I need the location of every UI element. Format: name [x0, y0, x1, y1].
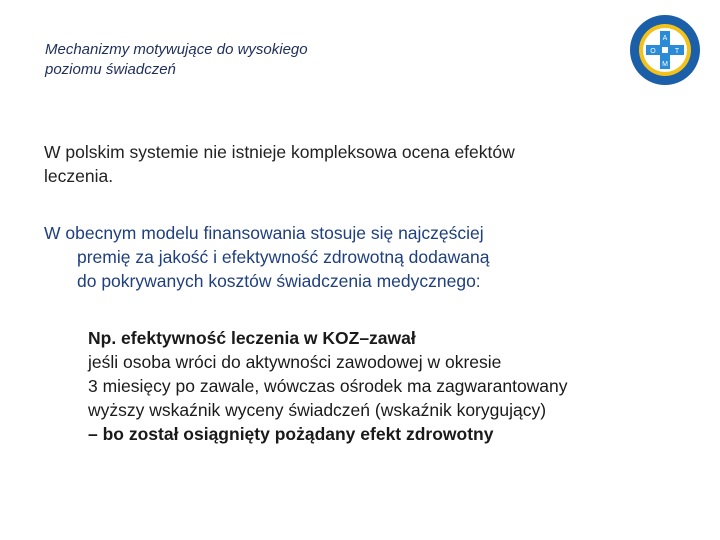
paragraph-example-line-1: Np. efektywność leczenia w KOZ–zawał: [88, 328, 416, 348]
logo-letter-m: M: [662, 61, 668, 68]
paragraph-example-line-3: 3 miesięcy po zawale, wówczas ośrodek ma zagwarantowany: [88, 376, 568, 396]
logo-letter-t: T: [674, 48, 680, 55]
paragraph-example-line-4: wyższy wskaźnik wyceny świadczeń (wskaźnik korygujący): [88, 400, 547, 420]
paragraph-financing-line-1: W obecnym modelu finansowania stosuje się najczęściej: [44, 223, 484, 243]
slide-title-line-2: poziomu świadczeń: [45, 61, 176, 78]
paragraph-financing-line-2: premię za jakość i efektywność zdrowotną dodawaną: [77, 247, 490, 267]
slide-title-line-1: Mechanizmy motywujące do wysokiego: [45, 41, 308, 58]
logo-letter-o: O: [650, 48, 656, 55]
paragraph-example: [88, 326, 708, 446]
paragraph-example-line-5: – bo został osiągnięty pożądany efekt zdrowotny: [88, 424, 494, 444]
aotm-logo-icon: [629, 14, 701, 86]
slide-title: [45, 40, 465, 80]
paragraph-example-line-2: jeśli osoba wróci do aktywności zawodowej w okresie: [88, 352, 502, 372]
logo-letter-a: A: [662, 35, 668, 42]
paragraph-financing-model: [44, 221, 664, 293]
paragraph-financing-line-3: do pokrywanych kosztów świadczenia medycznego:: [77, 271, 481, 291]
paragraph-assessment-line-1: W polskim systemie nie istnieje kompleksowa ocena efektów: [44, 142, 515, 162]
paragraph-assessment-line-2: leczenia.: [44, 166, 114, 186]
paragraph-assessment: [44, 140, 644, 188]
